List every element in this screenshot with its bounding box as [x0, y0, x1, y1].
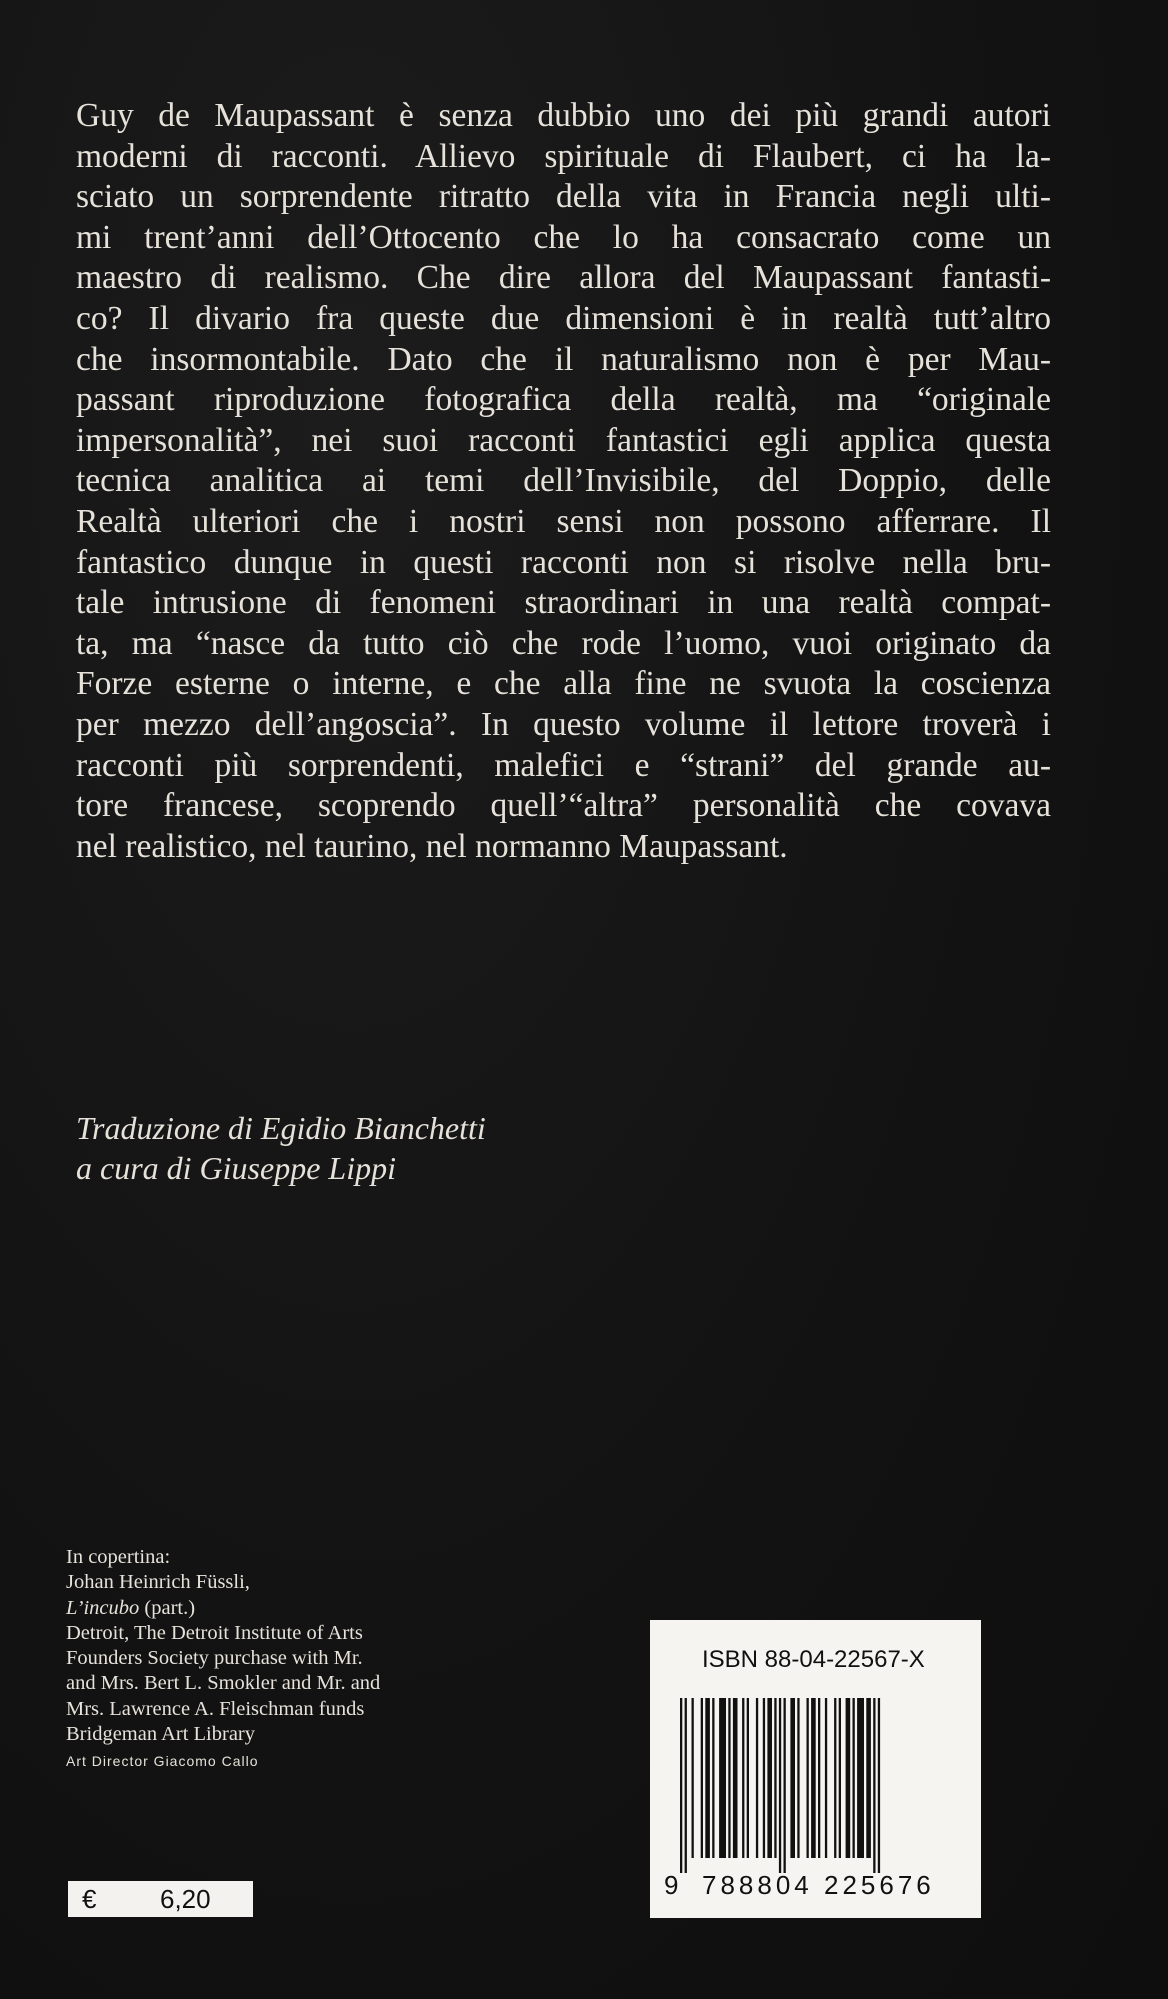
barcode-bar — [728, 1698, 730, 1858]
cover-work-suffix: (part.) — [139, 1596, 196, 1619]
blurb-line: tecnica analitica ai temi dell’Invisibile, del Doppio, delle — [76, 462, 1051, 500]
barcode-bar — [807, 1698, 809, 1858]
editor-credit: a cura di Giuseppe Lippi — [76, 1150, 396, 1186]
barcode-image — [680, 1698, 956, 1873]
barcode-bar — [685, 1698, 687, 1873]
cover-art-credits — [66, 1545, 496, 1775]
blurb-line: ta, ma “nasce da tutto ciò che rode l’uomo, vuoi originato da — [76, 624, 1051, 662]
art-director-credit: Art Director Giacomo Callo — [66, 1753, 259, 1770]
barcode-bar — [763, 1698, 765, 1858]
barcode-bar — [712, 1698, 714, 1858]
barcode-bar — [834, 1698, 836, 1858]
barcode-bar — [756, 1698, 758, 1858]
isbn-barcode-box — [650, 1620, 981, 1918]
currency-symbol: € — [82, 1884, 97, 1914]
blurb-line: racconti più sorprendenti, malefici e “strani” del grande au- — [76, 746, 1051, 784]
blurb-line: Realtà ulteriori che i nostri sensi non possono afferrare. Il — [76, 502, 1051, 540]
barcode-bar — [701, 1698, 703, 1858]
barcode-bar — [866, 1698, 871, 1858]
blurb-line: mi trent’anni dell’Ottocento che lo ha consacrato come un — [76, 218, 1051, 256]
barcode-bar — [779, 1698, 781, 1873]
price-label — [68, 1881, 253, 1917]
cover-line: and Mrs. Bert L. Smokler and Mr. and — [66, 1672, 381, 1695]
blurb-text — [76, 96, 1051, 867]
barcode-bar — [818, 1698, 820, 1858]
barcode-bar — [857, 1698, 864, 1858]
price-amount: 6,20 — [160, 1884, 211, 1914]
barcode-bar — [878, 1698, 880, 1873]
blurb-line: Forze esterne o interne, e che alla fine ne svuota la coscienza — [76, 665, 1051, 703]
barcode-bar — [692, 1698, 694, 1858]
isbn-label: ISBN 88-04-22567-X — [702, 1646, 925, 1673]
blurb-line: nel realistico, nel taurino, nel normanno Maupassant. — [76, 827, 788, 865]
barcode-bar — [839, 1698, 841, 1858]
barcode-bar — [774, 1698, 776, 1858]
blurb-line: che insormontabile. Dato che il naturalismo non è per Mau- — [76, 340, 1051, 378]
cover-line: Mrs. Lawrence A. Fleischman funds — [66, 1697, 365, 1720]
cover-work-title: L’incubo — [66, 1596, 140, 1619]
barcode-bar — [797, 1698, 799, 1858]
cover-line: Bridgeman Art Library — [66, 1723, 256, 1746]
barcode-bar — [784, 1698, 786, 1873]
blurb-line: co? Il divario fra queste due dimensioni è in realtà tutt’altro — [76, 299, 1051, 337]
barcode-bar — [846, 1698, 851, 1858]
barcode-bar — [680, 1698, 682, 1873]
blurb-line: Guy de Maupassant è senza dubbio uno dei più grandi autori — [76, 97, 1051, 134]
blurb-line: maestro di realismo. Che dire allora del Maupassant fantasti- — [76, 259, 1051, 297]
barcode-digits-rest: 788804 225676 — [702, 1870, 935, 1900]
barcode-bar — [705, 1698, 710, 1858]
blurb-line: tore francese, scoprendo quell’“altra” personalità che covava — [76, 787, 1051, 825]
blurb-line: impersonalità”, nei suoi racconti fantastici egli applica questa — [76, 421, 1051, 459]
blurb-line: per mezzo dell’angoscia”. In questo volume il lettore troverà i — [76, 705, 1051, 743]
cover-line: Founders Society purchase with Mr. — [66, 1647, 363, 1670]
barcode-bar — [719, 1698, 726, 1858]
barcode-bar — [790, 1698, 795, 1858]
blurb-line: moderni di racconti. Allievo spirituale di Flaubert, ci ha la- — [76, 137, 1051, 175]
translator-credit: Traduzione di Egidio Bianchetti — [76, 1110, 486, 1146]
cover-work — [66, 1596, 496, 1621]
barcode-bar — [742, 1698, 744, 1858]
barcode-bar — [873, 1698, 875, 1873]
barcode-bar — [767, 1698, 772, 1858]
blurb-line: tale intrusione di fenomeni straordinari in una realtà compat- — [76, 584, 1051, 622]
barcode-bar — [747, 1698, 749, 1858]
barcode-bar — [825, 1698, 827, 1858]
credits — [76, 1108, 486, 1188]
cover-heading: In copertina: — [66, 1546, 171, 1568]
blurb-line: fantastico dunque in questi racconti non si risolve nella bru- — [76, 543, 1051, 581]
blurb-line: sciato un sorprendente ritratto della vita in Francia negli ulti- — [76, 178, 1051, 216]
barcode-digit-first: 9 — [664, 1870, 679, 1900]
barcode-bar — [853, 1698, 855, 1858]
cover-line: Detroit, The Detroit Institute of Arts — [66, 1621, 363, 1644]
cover-artist: Johan Heinrich Füssli, — [66, 1571, 250, 1594]
blurb-line: passant riproduzione fotografica della realtà, ma “originale — [76, 381, 1051, 419]
barcode-bar — [733, 1698, 738, 1858]
barcode-bar — [811, 1698, 816, 1858]
